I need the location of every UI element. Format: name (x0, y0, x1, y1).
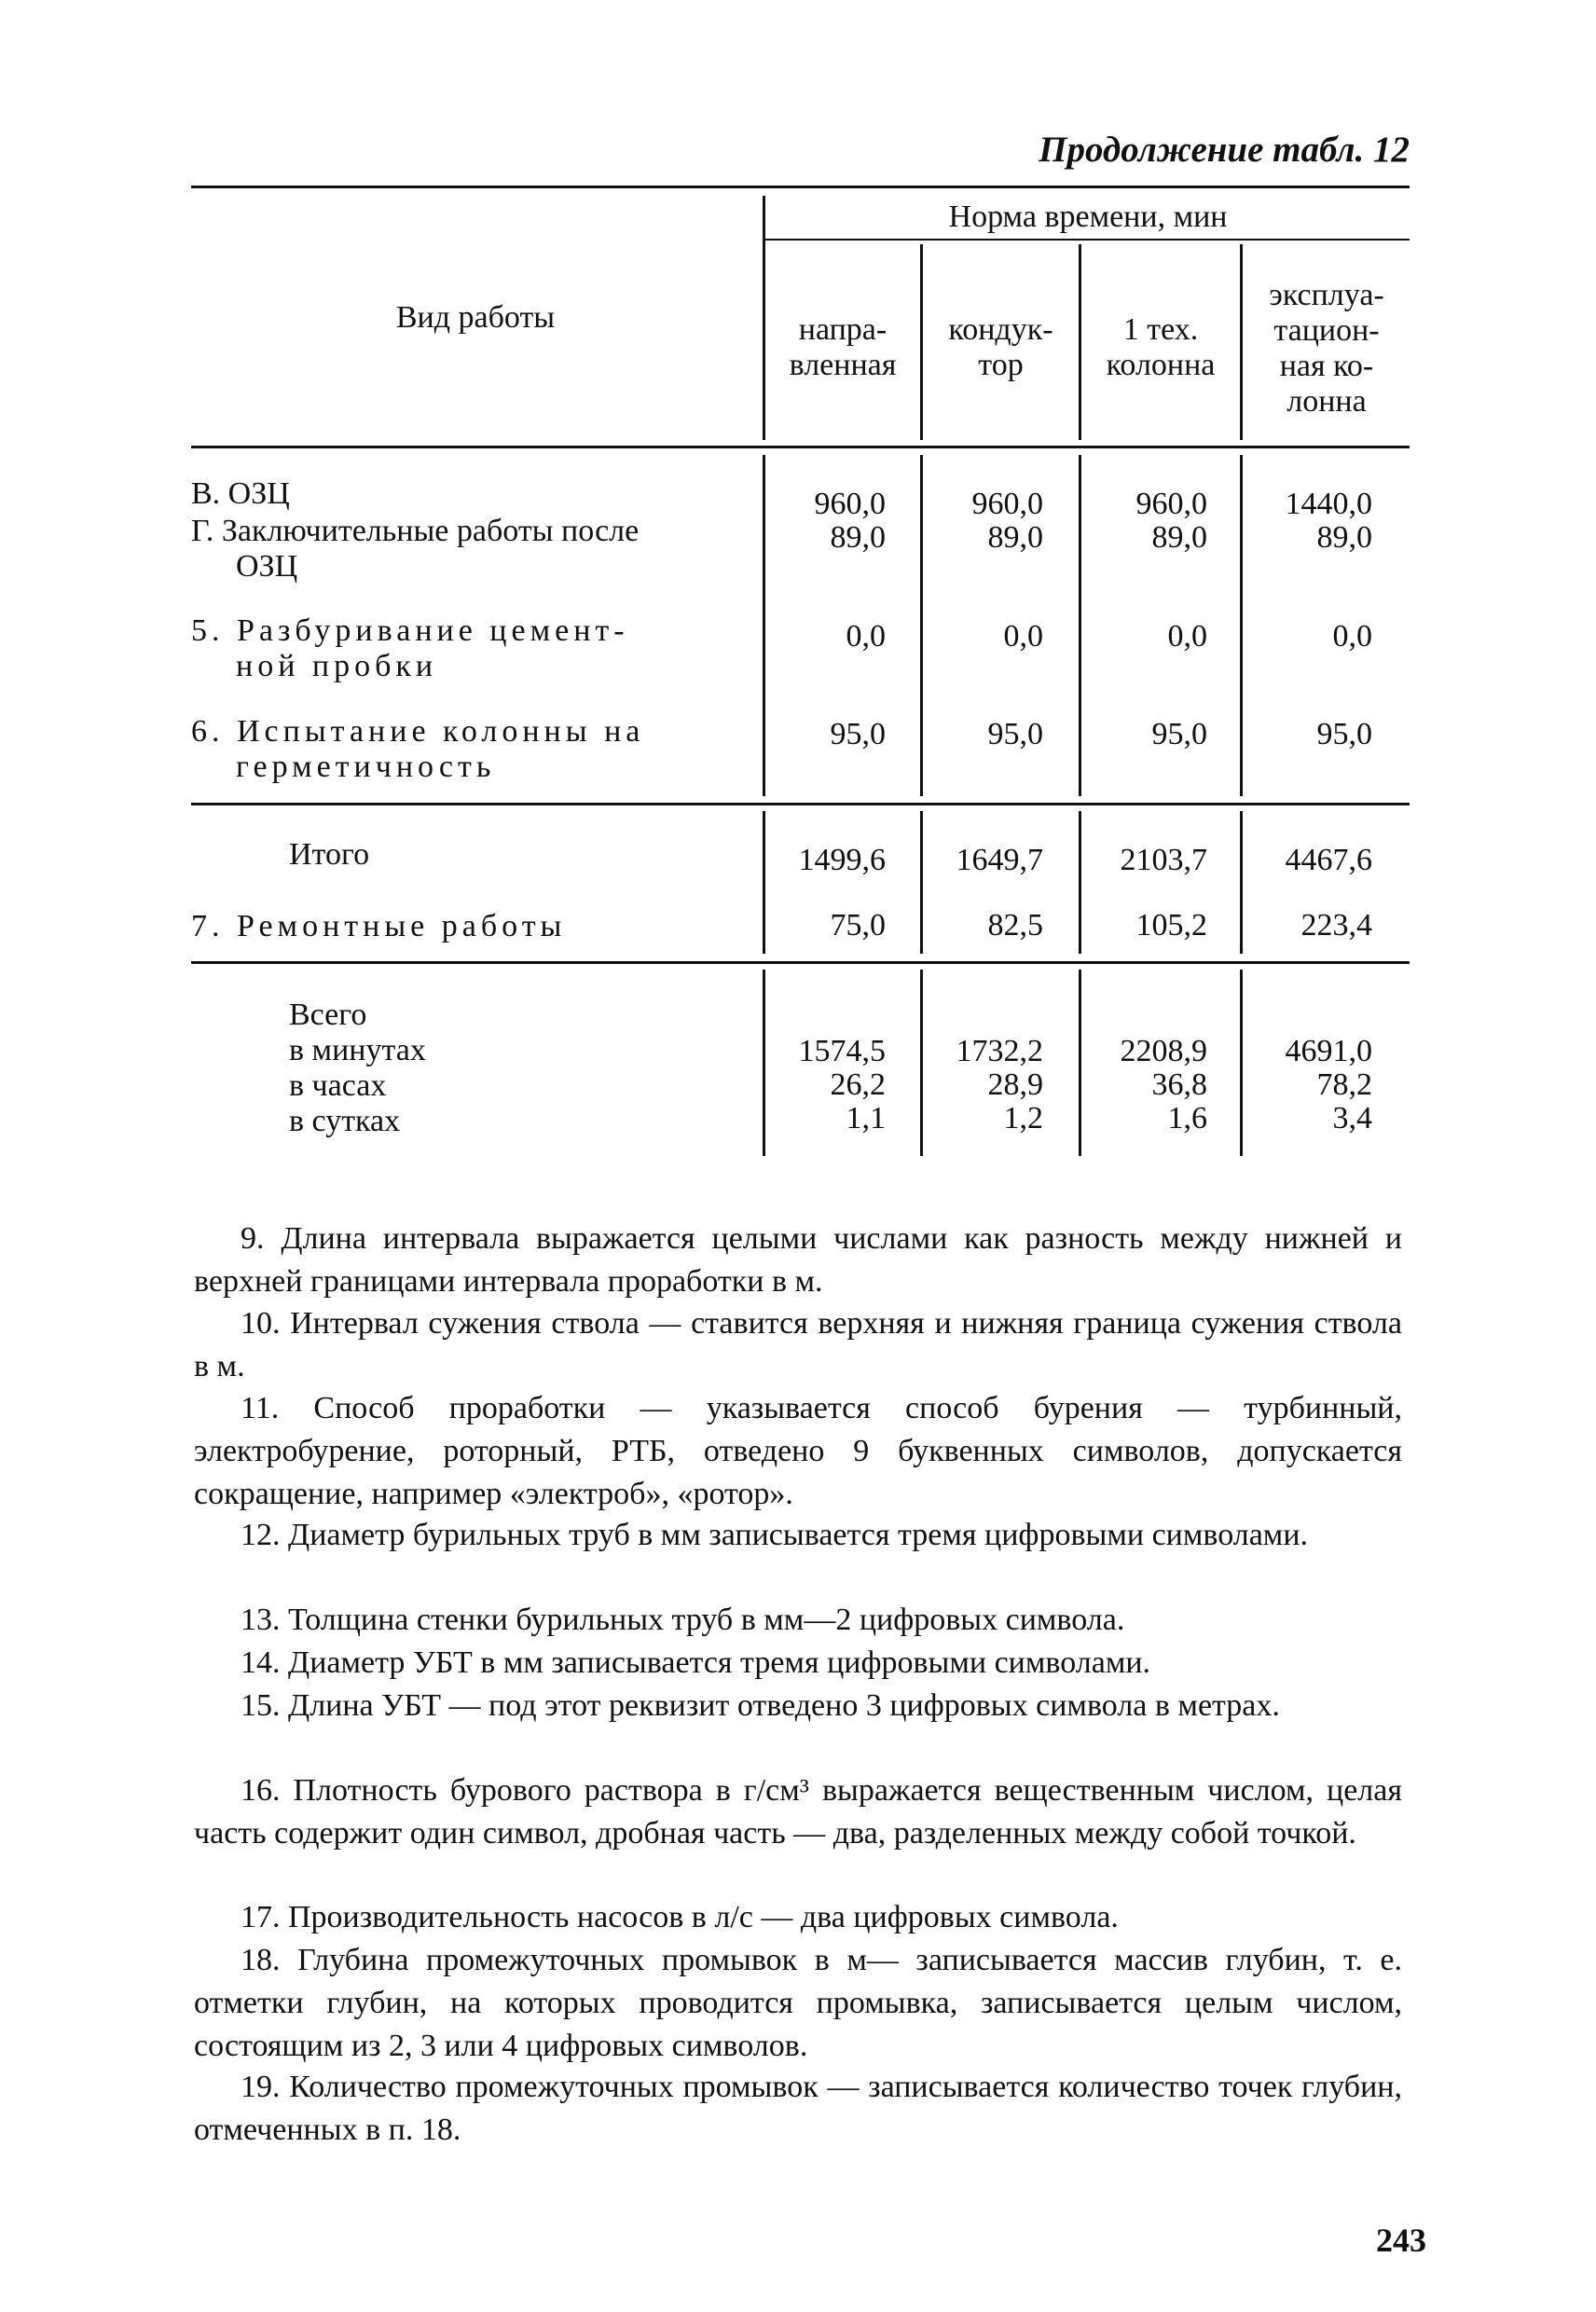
norm-group-rule (764, 239, 1410, 241)
value-total: 2103,7 (1120, 843, 1207, 877)
paragraph-9: 9. Длина интервала выражается целыми числами как разность между нижней и верхней границами интервала проработки в м. (194, 1221, 1402, 1299)
value-pressure-test: 95,0 (830, 717, 886, 751)
values-col-production: 1440,0 89,0 (1285, 487, 1372, 555)
values-col-directional: 960,0 89,0 (814, 487, 886, 555)
table-caption: Продолжение табл. 12 (1039, 130, 1410, 170)
value-pressure-test: 95,0 (1316, 717, 1372, 751)
row-label-repair: 7. Ремонтные работы (191, 909, 567, 943)
value-drilling-out: 0,0 (1003, 619, 1043, 654)
value-repair: 82,5 (987, 908, 1043, 943)
table-top-rule (191, 186, 1410, 188)
header-work-type: Вид работы (395, 300, 556, 335)
subtotal-rule (191, 803, 1410, 805)
value-drilling-out: 0,0 (1332, 619, 1372, 654)
value-drilling-out: 0,0 (846, 619, 886, 654)
col-divider-2 (1079, 811, 1081, 954)
row-label-pressure-test: 6. Испытание колонны на герметичность (191, 714, 645, 784)
col-divider-1 (920, 244, 923, 440)
value-drilling-out: 0,0 (1167, 619, 1207, 654)
value-total: 4467,6 (1285, 843, 1372, 877)
value-total: 1649,7 (956, 843, 1043, 877)
col-divider-1 (920, 811, 923, 954)
value-pressure-test: 95,0 (987, 717, 1043, 751)
paragraph-13: 13. Толщина стенки бурильных труб в мм—2 цифровых символа. (241, 1603, 1125, 1637)
row-label-drilling-out: 5. Разбуривание цемент- ной пробки (191, 613, 629, 683)
col-divider-3 (1240, 970, 1243, 1156)
values-col-conductor: 960,0 89,0 (971, 487, 1043, 555)
value-total: 1499,6 (798, 843, 886, 877)
col-divider-2 (1079, 970, 1081, 1156)
paragraph-19: 19. Количество промежуточных промывок — записывается количество точек глубин, отмеченных в п. 18. (194, 2070, 1402, 2147)
grand-total-rule (191, 961, 1410, 964)
col-divider-label (763, 196, 765, 440)
paragraph-14: 14. Диаметр УБТ в мм записывается тремя цифровыми символами. (241, 1645, 1151, 1680)
col-divider-1 (920, 970, 923, 1156)
paragraph-16: 16. Плотность бурового раствора в г/см³ выражается вещественным числом, целая часть содержит один символ, дробная часть — два, разделенных между собой точкой. (194, 1773, 1402, 1851)
row-label-ozc: В. ОЗЦ (191, 476, 290, 511)
header-col-tech-column: 1 тех. колонна (1106, 312, 1216, 382)
values-grand-tech-column: 2208,9 36,8 1,6 (1120, 1034, 1207, 1135)
value-repair: 105,2 (1135, 908, 1207, 943)
page-number: 243 (1376, 2222, 1426, 2259)
header-col-production: эксплуа- тацион- ная ко- лонна (1269, 278, 1384, 419)
row-label-final-works: Г. Заключительные работы после ОЗЦ (191, 514, 640, 584)
col-divider-label (763, 970, 765, 1156)
col-divider-1 (920, 455, 923, 796)
header-bottom-rule (191, 446, 1410, 448)
paragraph-17: 17. Производительность насосов в л/с — два цифровых символа. (241, 1900, 1119, 1934)
paragraph-18: 18. Глубина промежуточных промывок в м— записывается массив глубин, т. е. отметки глубин, на которых проводится промывка, записывается целым числом, состоящим из 2, 3 или 4 цифровых символов. (194, 1943, 1402, 2063)
col-divider-label (763, 811, 765, 954)
col-divider-2 (1079, 455, 1081, 796)
paragraph-12: 12. Диаметр бурильных труб в мм записывается тремя цифровыми символами. (241, 1518, 1309, 1552)
values-grand-production: 4691,0 78,2 3,4 (1285, 1034, 1372, 1135)
value-pressure-test: 95,0 (1151, 717, 1207, 751)
values-grand-directional: 1574,5 26,2 1,1 (798, 1034, 886, 1135)
values-grand-conductor: 1732,2 28,9 1,2 (956, 1034, 1043, 1135)
col-divider-3 (1240, 244, 1243, 440)
col-divider-2 (1079, 244, 1081, 440)
col-divider-3 (1240, 455, 1243, 796)
col-divider-label (763, 455, 765, 796)
paragraph-11: 11. Способ проработки — указывается способ бурения — турбинный, электробурение, роторный, РТБ, отведено 9 буквенных символов, допускается сокращение, например «электроб», «ротор». (194, 1391, 1402, 1511)
header-col-conductor: кондук- тор (948, 312, 1053, 382)
paragraph-15: 15. Длина УБТ — под этот реквизит отведено 3 цифровых символа в метрах. (241, 1688, 1280, 1723)
value-repair: 223,4 (1300, 908, 1372, 943)
paragraph-10: 10. Интервал сужения ствола — ставится верхняя и нижняя граница сужения ствола в м. (194, 1306, 1402, 1383)
col-divider-3 (1240, 811, 1243, 954)
header-norm-group: Норма времени, мин (948, 200, 1228, 234)
value-repair: 75,0 (830, 908, 886, 943)
row-label-total: Итого (289, 837, 370, 872)
row-label-grand-total: Всего в минутах в часах в сутках (289, 998, 426, 1138)
header-col-directional: напра- вленная (789, 312, 897, 382)
values-col-tech-column: 960,0 89,0 (1135, 487, 1207, 555)
